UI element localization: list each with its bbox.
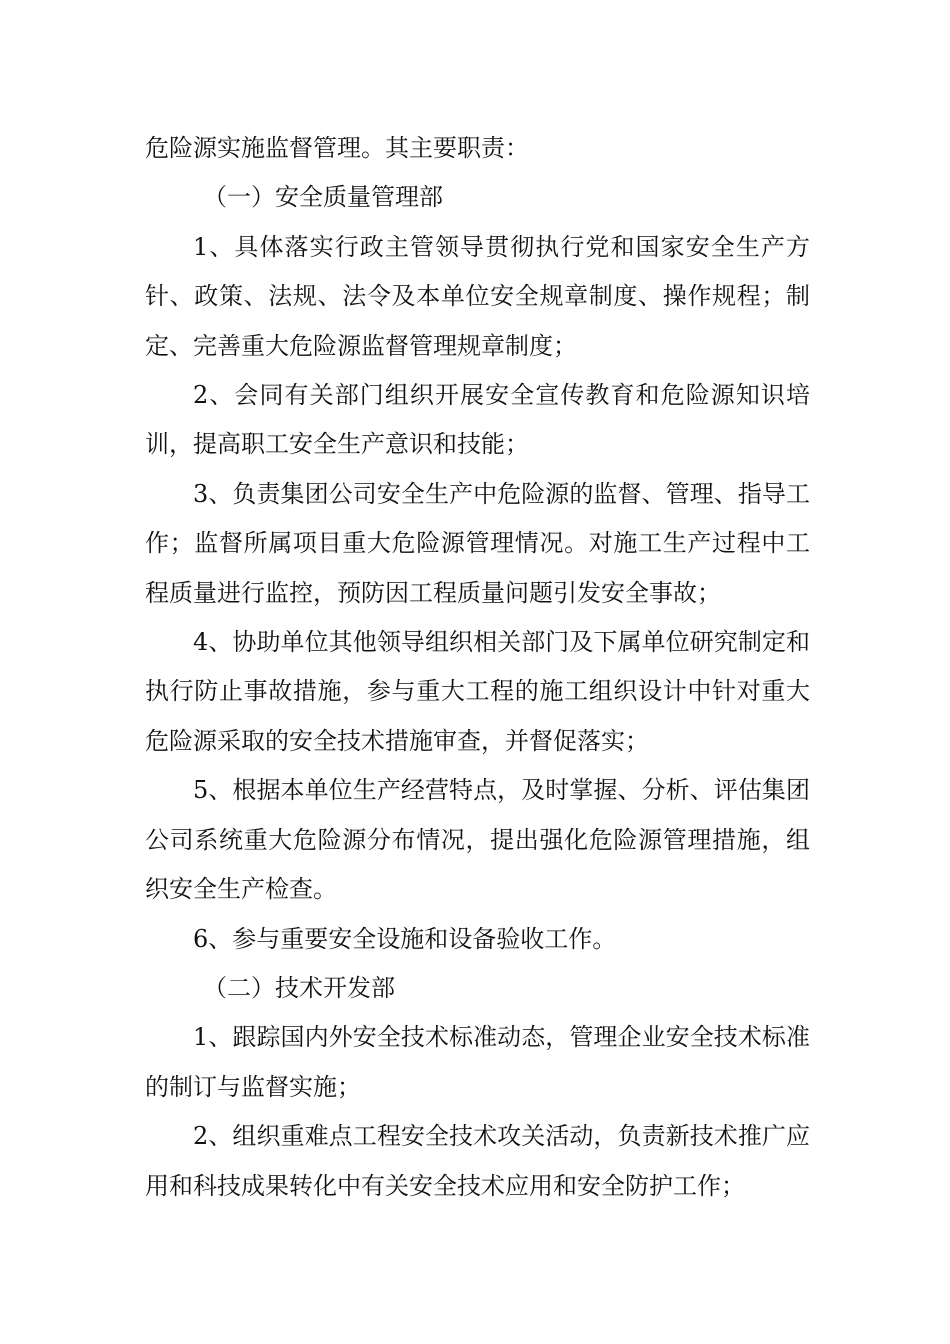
document-body [145, 124, 810, 1211]
paragraph-item-1: 1、具体落实行政主管领导贯彻执行党和国家安全生产方针、政策、法规、法令及本单位安全规章制度、操作规程；制定、完善重大危险源监督管理规章制度； [145, 232, 810, 360]
paragraph-item-4: 4、协助单位其他领导组织相关部门及下属单位研究制定和执行防止事故措施，参与重大工程的施工组织设计中针对重大危险源采取的安全技术措施审查，并督促落实； [145, 628, 810, 755]
paragraph-item-tech-2: 2、组织重难点工程安全技术攻关活动，负责新技术推广应用和科技成果转化中有关安全技术应用和安全防护工作； [145, 1122, 810, 1200]
section-heading-safety-quality-dept: （一）安全质量管理部 [203, 183, 443, 212]
paragraph-item-6: 6、参与重要安全设施和设备验收工作。 [193, 924, 617, 953]
paragraph-item-3: 3、负责集团公司安全生产中危险源的监督、管理、指导工作；监督所属项目重大危险源管理情况。对施工生产过程中工程质量进行监控，预防因工程质量问题引发安全事故； [145, 479, 810, 607]
section-heading-tech-dev-dept: （二）技术开发部 [203, 973, 395, 1002]
paragraph-item-2: 2、会同有关部门组织开展安全宣传教育和危险源知识培训，提高职工安全生产意识和技能； [145, 381, 810, 459]
paragraph-item-tech-1: 1、跟踪国内外安全技术标准动态，管理企业安全技术标准的制订与监督实施； [145, 1023, 810, 1101]
paragraph-continuation: 危险源实施监督管理。其主要职责： [145, 134, 529, 162]
paragraph-item-5: 5、根据本单位生产经营特点，及时掌握、分析、评估集团公司系统重大危险源分布情况，提出强化危险源管理措施，组织安全生产检查。 [145, 776, 810, 904]
